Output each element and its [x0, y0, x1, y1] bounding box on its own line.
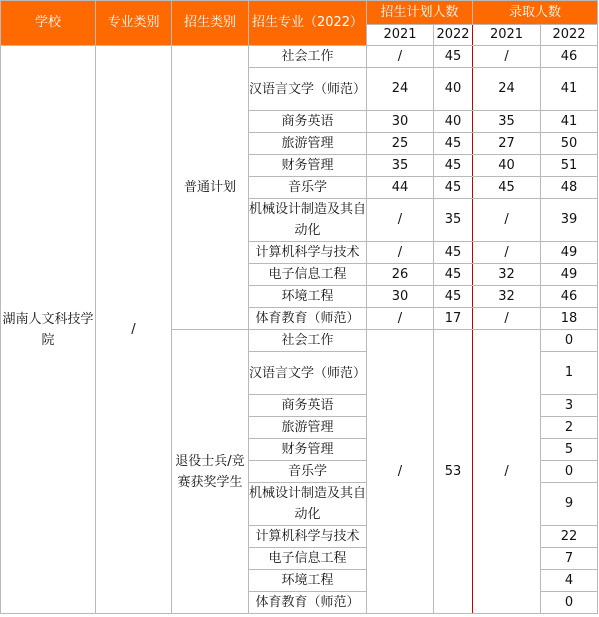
plan-2021: / — [367, 308, 434, 330]
admit-2022: 7 — [541, 548, 598, 570]
major-name: 商务英语 — [249, 395, 367, 417]
admit-2022: 9 — [541, 483, 598, 526]
major-name: 机械设计制造及其自动化 — [249, 199, 367, 242]
admit-2022: 1 — [541, 352, 598, 395]
admit-2021: 35 — [473, 111, 541, 133]
plan-2022: 53 — [434, 330, 473, 614]
admit-2022: 22 — [541, 526, 598, 548]
school-name: 湖南人文科技学院 — [1, 46, 96, 614]
admit-2022: 46 — [541, 286, 598, 308]
admit-2021: / — [473, 242, 541, 264]
plan-2022: 35 — [434, 199, 473, 242]
major-name: 社会工作 — [249, 330, 367, 352]
plan-2022: 45 — [434, 264, 473, 286]
plan-2021: / — [367, 242, 434, 264]
admit-2021: 32 — [473, 286, 541, 308]
plan-2022: 40 — [434, 111, 473, 133]
plan-2021: 24 — [367, 68, 434, 111]
year-header: 2021 — [473, 25, 541, 46]
plan-2021: / — [367, 46, 434, 68]
admit-2022: 50 — [541, 133, 598, 155]
admit-2021: / — [473, 199, 541, 242]
plan-2021: / — [367, 199, 434, 242]
admit-2022: 49 — [541, 242, 598, 264]
major-name: 汉语言文学（师范） — [249, 352, 367, 395]
enroll-category-value: 退役士兵/竞赛获奖学生 — [172, 330, 249, 614]
admit-2022: 18 — [541, 308, 598, 330]
major-name: 音乐学 — [249, 177, 367, 199]
table-body — [1, 46, 598, 614]
admit-2021: 45 — [473, 177, 541, 199]
plan-header: 招生计划人数 — [367, 1, 473, 25]
major-category-header: 专业类别 — [96, 1, 172, 46]
admit-2021: 32 — [473, 264, 541, 286]
major-category-value: / — [96, 46, 172, 614]
major-name: 财务管理 — [249, 439, 367, 461]
admit-2022: 5 — [541, 439, 598, 461]
admit-2022: 39 — [541, 199, 598, 242]
major-name: 体育教育（师范） — [249, 308, 367, 330]
major-name: 音乐学 — [249, 461, 367, 483]
admit-2022: 0 — [541, 461, 598, 483]
plan-2022: 40 — [434, 68, 473, 111]
plan-2022: 45 — [434, 155, 473, 177]
admit-2022: 0 — [541, 592, 598, 614]
admit-2022: 51 — [541, 155, 598, 177]
plan-2022: 45 — [434, 133, 473, 155]
plan-2022: 45 — [434, 46, 473, 68]
admit-2022: 41 — [541, 111, 598, 133]
admit-2021: 40 — [473, 155, 541, 177]
plan-2021: 44 — [367, 177, 434, 199]
header-row — [1, 1, 598, 25]
plan-2021: 35 — [367, 155, 434, 177]
major-name: 电子信息工程 — [249, 548, 367, 570]
plan-2021: 26 — [367, 264, 434, 286]
major-name: 财务管理 — [249, 155, 367, 177]
major-name: 社会工作 — [249, 46, 367, 68]
admit-2022: 4 — [541, 570, 598, 592]
major-name: 商务英语 — [249, 111, 367, 133]
year-header: 2022 — [541, 25, 598, 46]
plan-2021: 30 — [367, 286, 434, 308]
plan-2022: 17 — [434, 308, 473, 330]
admit-2022: 46 — [541, 46, 598, 68]
year-header: 2022 — [434, 25, 473, 46]
admit-2022: 48 — [541, 177, 598, 199]
admit-2021: / — [473, 330, 541, 614]
major-name: 环境工程 — [249, 570, 367, 592]
plan-2021: 25 — [367, 133, 434, 155]
major-name: 旅游管理 — [249, 133, 367, 155]
major-name: 汉语言文学（师范） — [249, 68, 367, 111]
major-header: 招生专业（2022） — [249, 1, 367, 46]
plan-2021: 30 — [367, 111, 434, 133]
enroll-category-header: 招生类别 — [172, 1, 249, 46]
admit-2021: / — [473, 308, 541, 330]
major-name: 旅游管理 — [249, 417, 367, 439]
year-header: 2021 — [367, 25, 434, 46]
plan-2022: 45 — [434, 242, 473, 264]
plan-2021: / — [367, 330, 434, 614]
school-header: 学校 — [1, 1, 96, 46]
major-name: 电子信息工程 — [249, 264, 367, 286]
major-name: 机械设计制造及其自动化 — [249, 483, 367, 526]
plan-2022: 45 — [434, 177, 473, 199]
admit-2022: 41 — [541, 68, 598, 111]
table-row — [1, 46, 598, 68]
admit-header: 录取人数 — [473, 1, 598, 25]
major-name: 体育教育（师范） — [249, 592, 367, 614]
admit-2021: 24 — [473, 68, 541, 111]
major-name: 环境工程 — [249, 286, 367, 308]
admit-2022: 2 — [541, 417, 598, 439]
enroll-category-value: 普通计划 — [172, 46, 249, 330]
admit-2022: 49 — [541, 264, 598, 286]
admit-2022: 3 — [541, 395, 598, 417]
admit-2022: 0 — [541, 330, 598, 352]
admit-2021: 27 — [473, 133, 541, 155]
major-name: 计算机科学与技术 — [249, 526, 367, 548]
plan-2022: 45 — [434, 286, 473, 308]
major-name: 计算机科学与技术 — [249, 242, 367, 264]
admit-2021: / — [473, 46, 541, 68]
